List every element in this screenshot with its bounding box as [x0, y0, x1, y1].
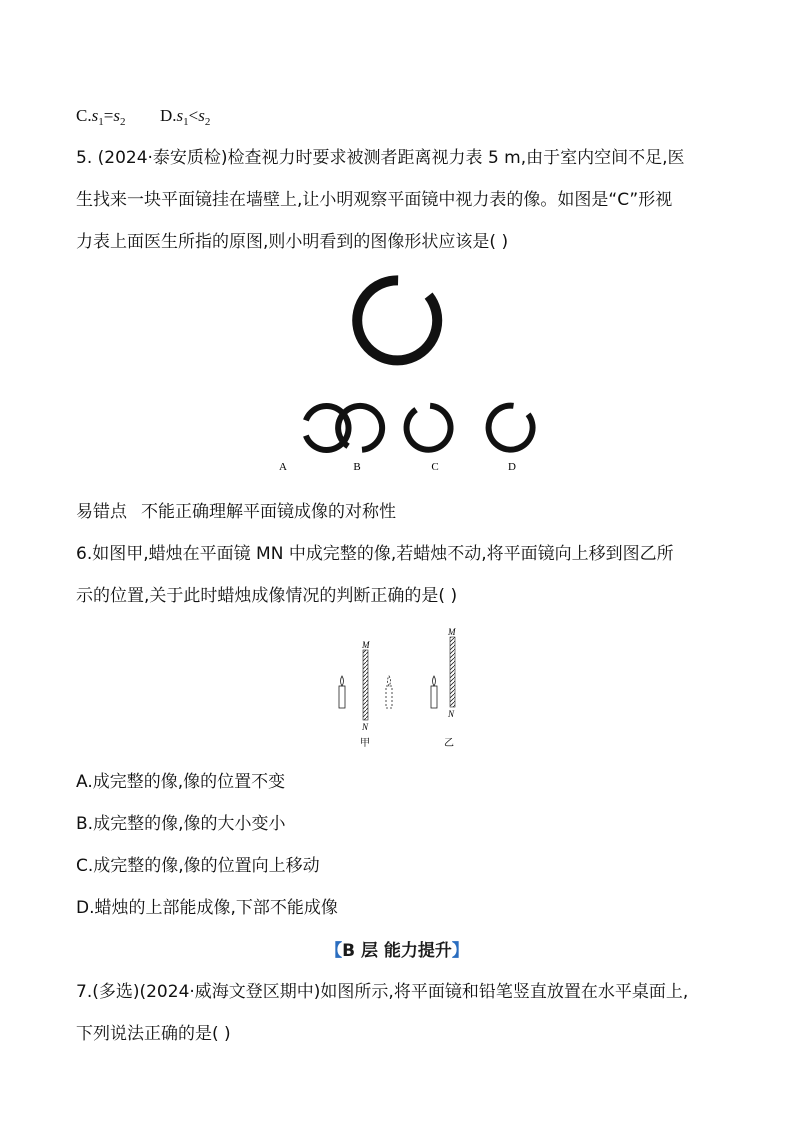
q5-stem-line3: 力表上面医生所指的原图,则小明看到的图像形状应该是( ) — [76, 232, 509, 252]
tip-text: 不能正确理解平面镜成像的对称性 — [141, 502, 396, 522]
yi-m-label: M — [448, 627, 456, 637]
error-prone-tip — [76, 500, 396, 524]
yi-candle-icon — [431, 676, 437, 708]
option-c-label: C — [431, 461, 439, 473]
jia-m-label: M — [362, 640, 370, 650]
q6-stem-line2: 示的位置,关于此时蜡烛成像情况的判断正确的是( ) — [76, 586, 458, 606]
q5-figure — [240, 272, 560, 482]
yi-n-label: N — [448, 709, 455, 719]
yi-caption: 乙 — [444, 738, 454, 749]
original-c-ring — [357, 280, 437, 360]
section-heading — [0, 936, 794, 961]
section-open-bracket: 【 — [325, 941, 343, 961]
jia-caption: 甲 — [360, 738, 370, 749]
option-a-label: A — [279, 461, 287, 473]
figure-yi — [431, 627, 456, 749]
q6-option-c: C.成完整的像,像的位置向上移动 — [76, 856, 320, 876]
q4-options-line — [76, 104, 210, 134]
q6-figure — [330, 622, 470, 754]
jia-mirror — [363, 650, 368, 720]
q6-option-b: B.成完整的像,像的大小变小 — [76, 814, 286, 834]
option-d-ring — [489, 406, 533, 450]
figure-jia — [339, 640, 392, 749]
tip-label: 易错点 — [76, 502, 127, 522]
jia-candle-image-icon — [386, 676, 392, 708]
option-b-label: B — [353, 461, 361, 473]
q5-stem-line2: 生找来一块平面镜挂在墙壁上,让小明观察平面镜中视力表的像。如图是“C”形视 — [76, 190, 673, 210]
option-b-ring — [338, 406, 382, 450]
q6-option-a: A.成完整的像,像的位置不变 — [76, 772, 286, 792]
q7-stem-line2: 下列说法正确的是( ) — [76, 1024, 231, 1044]
q7-stem-line1: 7.(多选)(2024·威海文登区期中)如图所示,将平面镜和铅笔竖直放置在水平桌面上, — [76, 982, 689, 1002]
jia-n-label: N — [362, 722, 369, 732]
section-title-text: B 层 能力提升 — [342, 941, 452, 961]
option-d-label: D — [508, 461, 516, 473]
option-c-ring — [407, 406, 451, 450]
yi-mirror — [450, 637, 455, 707]
q6-option-d: D.蜡烛的上部能成像,下部不能成像 — [76, 898, 338, 918]
q6-stem-line1: 6.如图甲,蜡烛在平面镜 MN 中成完整的像,若蜡烛不动,将平面镜向上移到图乙所 — [76, 544, 674, 564]
q5-stem-line1: 5. (2024·泰安质检)检查视力时要求被测者距离视力表 5 m,由于室内空间不足,医 — [76, 148, 685, 168]
jia-candle-icon — [339, 676, 345, 708]
q4-option-c: $C.s_1=s_2$ — [76, 106, 126, 128]
section-close-bracket: 】 — [451, 941, 469, 961]
q4-option-d: $D.s_1<s_2$ — [159, 106, 211, 128]
